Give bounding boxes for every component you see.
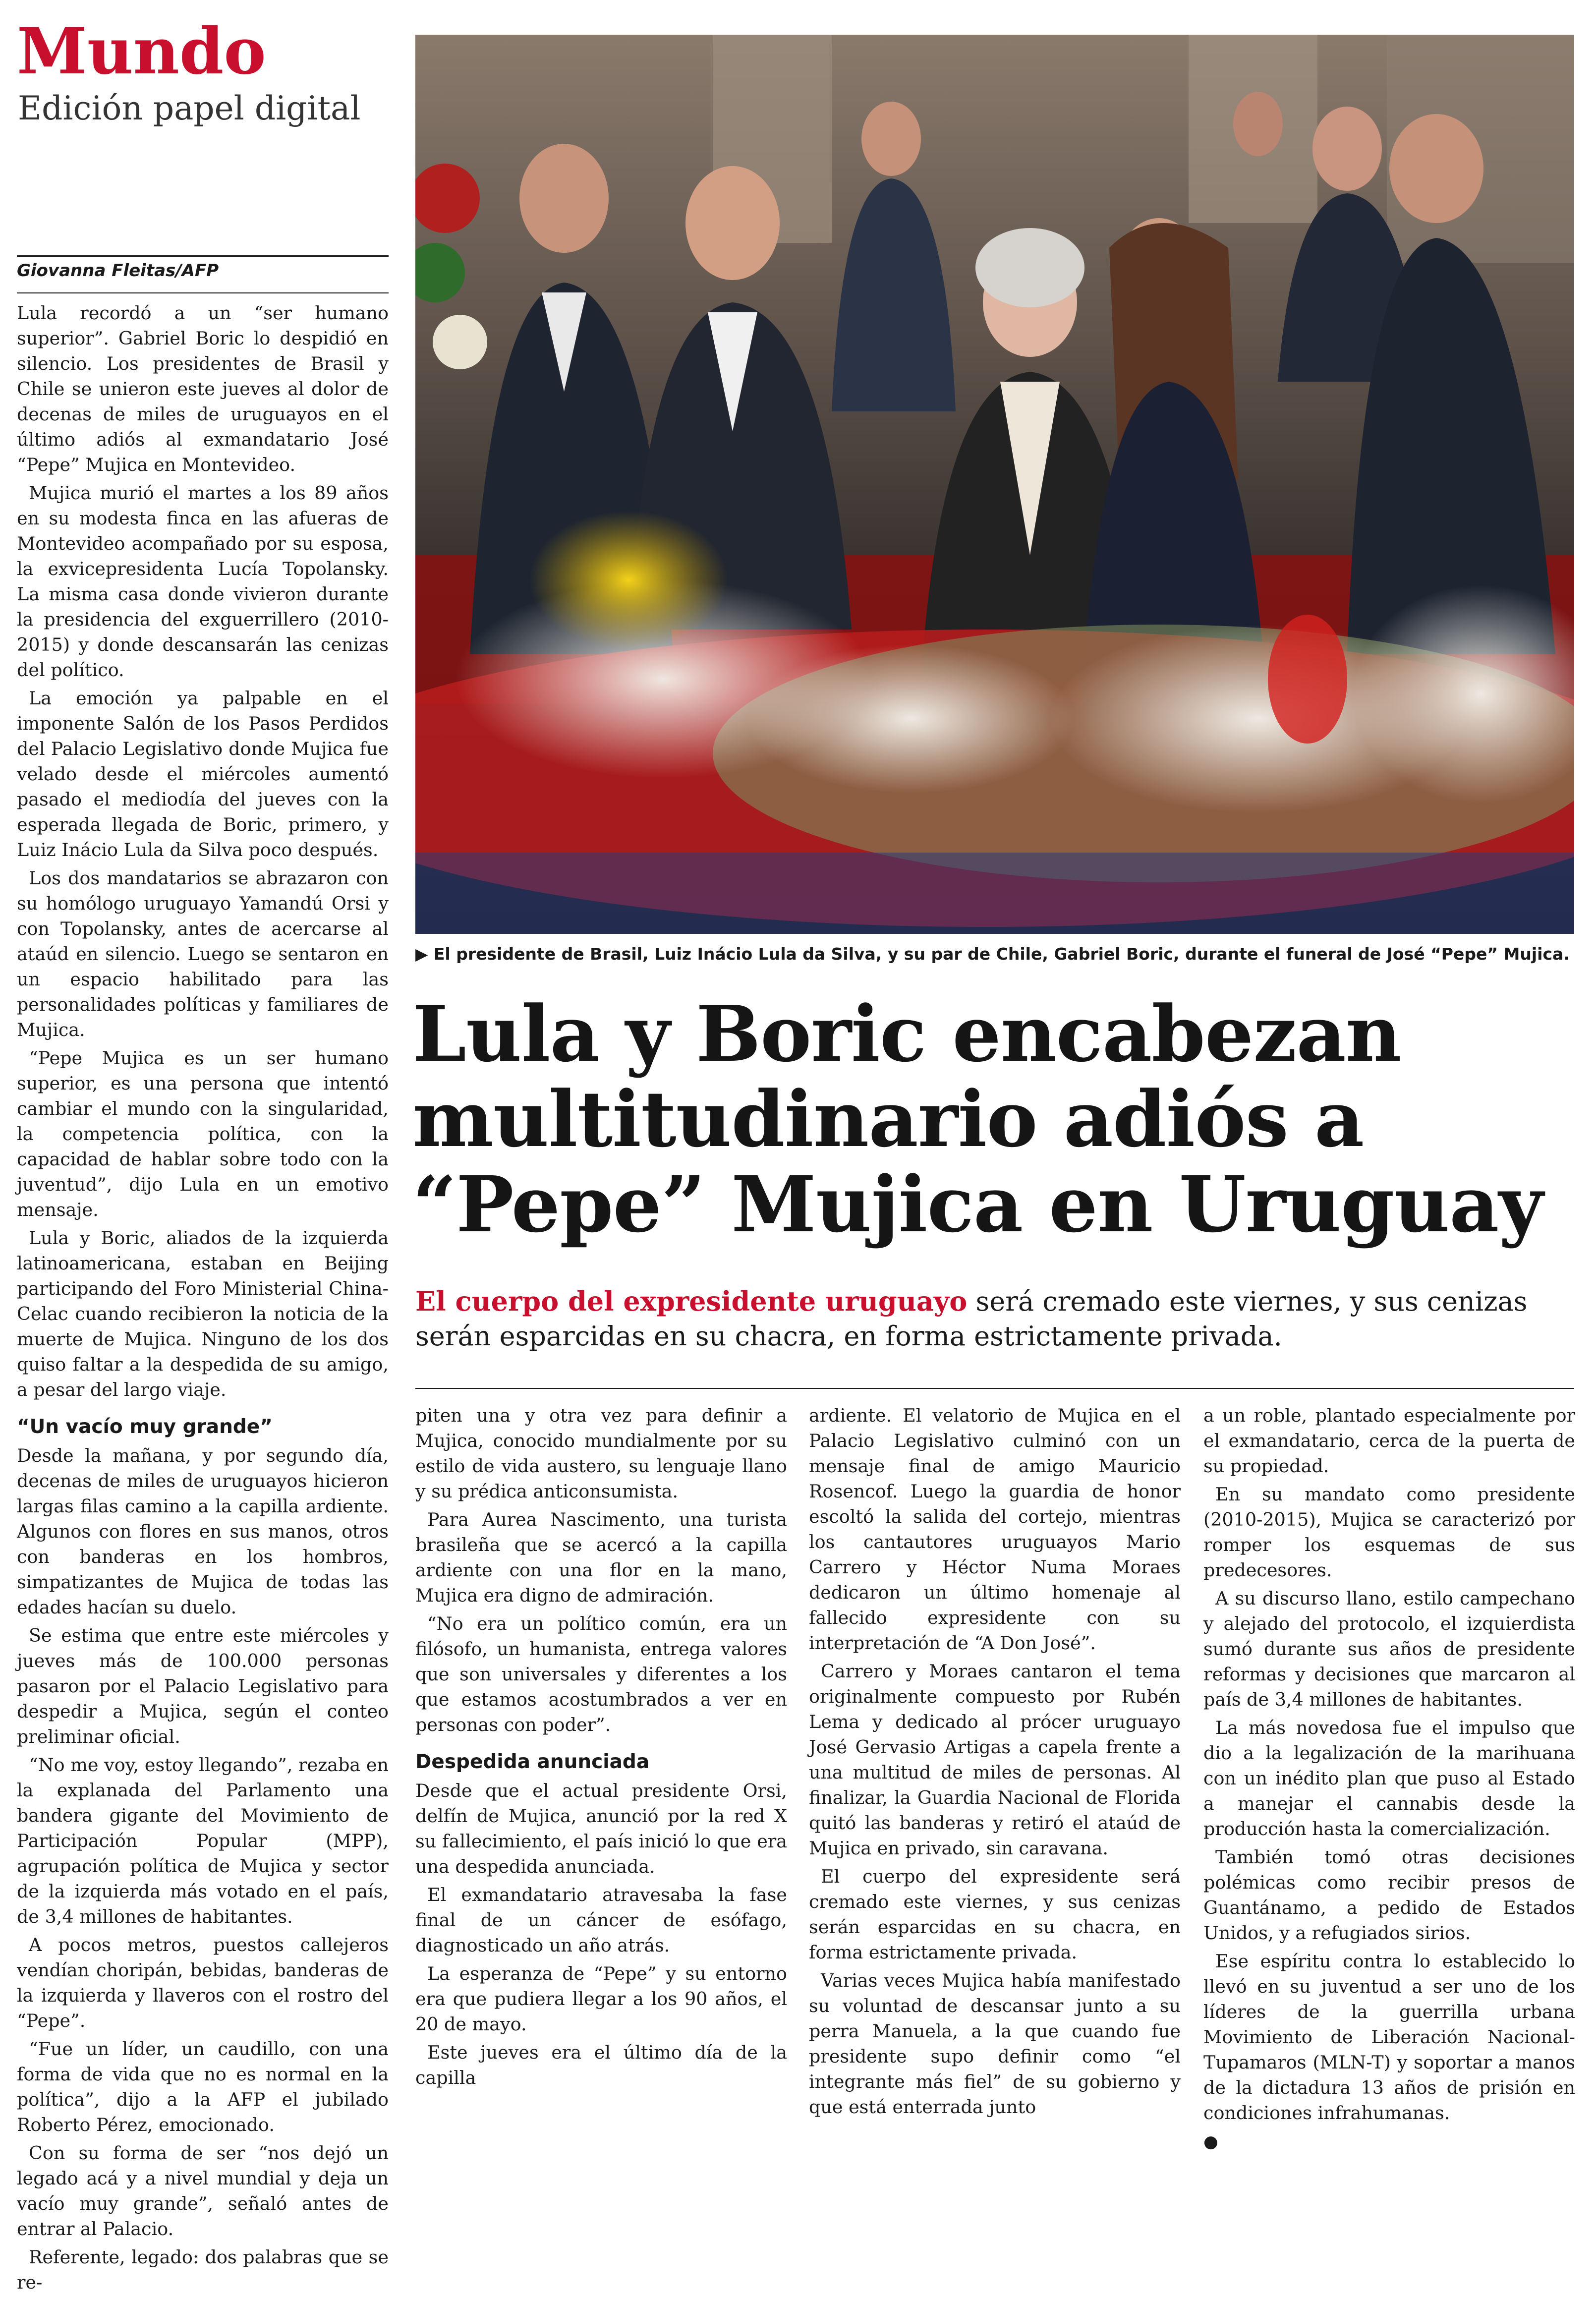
main-photo — [415, 35, 1574, 934]
paragraph: Se estima que entre este miércoles y jueves más de 100.000 personas pasaron por el Palacio Legislativo para despedir a Mujica, según el conteo preliminar oficial. — [17, 1625, 389, 1747]
article-column-4 — [1203, 1403, 1575, 2155]
end-mark-icon: ● — [1203, 2132, 1218, 2152]
paragraph: También tomó otras decisiones polémicas como recibir presos de Guantánamo, a pedido de Estados Unidos, y a refugiados sirios. — [1203, 1846, 1575, 1944]
paragraph: “No me voy, estoy llegando”, rezaba en la explanada del Parlamento una bandera gigante del Movimiento de Participación Popular (MPP), agrupación política de Mujica y sector de la izquierda más votado en el país, de 3,4 millones de habitantes. — [17, 1754, 389, 1927]
article-dek — [415, 1284, 1575, 1354]
paragraph: Mujica murió el martes a los 89 años en su modesta finca en las afueras de Montevideo acompañado por su esposa, la exvicepresidenta Lucía Topolansky. La misma casa donde vivieron durante la presidencia del exguerrillero (2010-2015) y donde descansarán las cenizas del político. — [17, 482, 389, 681]
article-headline: Lula y Boric encabezan multitudinario adiós a “Pepe” Mujica en Uruguay — [412, 988, 1543, 1250]
paragraph: Desde que el actual presidente Orsi, delfín de Mujica, anunció por la red X su fallecimiento, el país inició lo que era una despedida anunciada. — [415, 1780, 787, 1877]
caption-text: El presidente de Brasil, Luiz Inácio Lula da Silva, y su par de Chile, Gabriel Boric, durante el funeral de José “Pepe” Mujica. — [433, 944, 1570, 964]
paragraph: La emoción ya palpable en el imponente Salón de los Pasos Perdidos del Palacio Legislativo donde Mujica fue velado desde el miércoles aumentó pasado el mediodía del jueves con la esperada llegada de Boric, primero, y Luiz Inácio Lula da Silva poco después. — [17, 688, 389, 861]
paragraph: El exmandatario atravesaba la fase final de un cáncer de esófago, diagnosticado un año atrás. — [415, 1884, 787, 1956]
paragraph: El cuerpo del expresidente será cremado este viernes, y sus cenizas serán esparcidas en su chacra, en forma estrictamente privada. — [809, 1866, 1181, 1963]
article-column-2 — [415, 1403, 787, 2093]
dek-highlight: El cuerpo del expresidente uruguayo — [415, 1285, 968, 1317]
paragraph: Lula recordó a un “ser humano superior”. Gabriel Boric lo despidió en silencio. Los presidentes de Brasil y Chile se unieron este jueves al dolor de decenas de miles de uruguayos en el último adiós al exmandatario José “Pepe” Mujica en Montevideo. — [17, 302, 389, 475]
credit-rule — [17, 292, 389, 293]
article-column-1 — [17, 300, 389, 2298]
paragraph: Ese espíritu contra lo establecido lo llevó en su juventud a ser uno de los líderes de la guerrilla urbana Movimiento de Liberación Nacional-Tupamaros (MLN-T) y soportar a manos de la dictadura 13 años de prisión en condiciones infrahumanas. — [1203, 1951, 1575, 2124]
subheading: “Un vacío muy grande” — [17, 1416, 273, 1438]
paragraph: En su mandato como presidente (2010-2015), Mujica se caracterizó por romper los esquemas de sus predecesores. — [1203, 1484, 1575, 1581]
funeral-photo-illustration — [415, 35, 1574, 934]
paragraph: Con su forma de ser “nos dejó un legado acá y a nivel mundial y deja un vacío muy grande”, señaló antes de entrar al Palacio. — [17, 2142, 389, 2240]
section-title: Mundo — [17, 14, 266, 89]
paragraph: ardiente. El velatorio de Mujica en el Palacio Legislativo culminó con un mensaje final de amigo Mauricio Rosencof. Luego la guardia de honor escoltó la salida del cortejo, mientras los cantautores uruguayos Mario Carrero y Héctor Numa Moraes dedicaron un último homenaje al fallecido expresidente con su interpretación de “A Don José”. — [809, 1405, 1181, 1654]
paragraph: Referente, legado: dos palabras que se re- — [17, 2246, 389, 2293]
dek-text: será cremado este viernes, y sus cenizas serán esparcidas en su chacra, en forma estrictamente privada. — [415, 1286, 1528, 1352]
paragraph: Varias veces Mujica había manifestado su voluntad de descansar junto a su perra Manuela, a la que cuando fue presidente supo definir como “el integrante más fiel” de su gobierno y que está enterrada junto — [809, 1970, 1181, 2118]
paragraph: piten una y otra vez para definir a Mujica, conocido mundialmente por su estilo de vida austero, su lenguaje llano y su prédica anticonsumista. — [415, 1405, 787, 1502]
photo-caption — [415, 944, 1574, 964]
photo-credit: Giovanna Fleitas/AFP — [17, 255, 389, 281]
paragraph: La esperanza de “Pepe” y su entorno era que pudiera llegar a los 90 años, el 20 de mayo. — [415, 1963, 787, 2035]
paragraph: Este jueves era el último día de la capilla — [415, 2042, 787, 2088]
paragraph: “No era un político común, era un filósofo, un humanista, entrega valores que son universales y diferentes a los que estamos acostumbrados a ver en personas con poder”. — [415, 1613, 787, 1735]
article-column-3 — [809, 1403, 1181, 2123]
paragraph: Carrero y Moraes cantaron el tema originalmente compuesto por Rubén Lema y dedicado al prócer uruguayo José Gervasio Artigas a capela frente a una multitud de miles de personas. Al finalizar, la Guardia Nacional de Florida quitó las banderas y retiró el ataúd de Mujica en privado, sin caravana. — [809, 1661, 1181, 1859]
paragraph: La más novedosa fue el impulso que dio a la legalización de la marihuana con un inédito plan que puso al Estado a manejar el cannabis desde la producción hasta la comercialización. — [1203, 1717, 1575, 1839]
paragraph: Desde la mañana, y por segundo día, decenas de miles de uruguayos hicieron largas filas camino a la capilla ardiente. Algunos con flores en sus manos, otros con banderas en los hombros, simpatizantes de Mujica de todas las edades hacían su duelo. — [17, 1445, 389, 1618]
paragraph: a un roble, plantado especialmente por el exmandatario, cerca de la puerta de su propiedad. — [1203, 1405, 1575, 1477]
body-top-rule — [415, 1388, 1574, 1389]
paragraph: Lula y Boric, aliados de la izquierda latinoamericana, estaban en Beijing participando del Foro Ministerial China-Celac cuando recibieron la noticia de la muerte de Mujica. Ninguno de los dos quiso faltar a la despedida de su amigo, a pesar del largo viaje. — [17, 1227, 389, 1400]
subheading: Despedida anunciada — [415, 1751, 650, 1773]
caption-triangle-icon: ▶ — [415, 944, 434, 964]
paragraph: “Fue un líder, un caudillo, con una forma de vida que no es normal en la política”, dijo a la AFP el jubilado Roberto Pérez, emocionado. — [17, 2038, 389, 2135]
paragraph: “Pepe Mujica es un ser humano superior, es una persona que intentó cambiar el mundo con la singularidad, la competencia política, con la capacidad de hablar sobre todo con la juventud”, dijo Lula en un emotivo mensaje. — [17, 1047, 389, 1220]
paragraph: Los dos mandatarios se abrazaron con su homólogo uruguayo Yamandú Orsi y con Topolansky, antes de acercarse al ataúd en silencio. Luego se sentaron en un espacio habilitado para las personalidades políticas y familiares de Mujica. — [17, 867, 389, 1040]
section-subtitle: Edición papel digital — [18, 89, 361, 127]
paragraph: A su discurso llano, estilo campechano y alejado del protocolo, el izquierdista sumó durante sus años de presidente reformas y decisiones que marcaron al país de 3,4 millones de habitantes. — [1203, 1588, 1575, 1710]
paragraph: A pocos metros, puestos callejeros vendían choripán, bebidas, banderas de la izquierda y llaveros con el rostro del “Pepe”. — [17, 1934, 389, 2031]
paragraph: Para Aurea Nascimento, una turista brasileña que se acercó a la capilla ardiente con una flor en la mano, Mujica era digno de admiración. — [415, 1509, 787, 1606]
